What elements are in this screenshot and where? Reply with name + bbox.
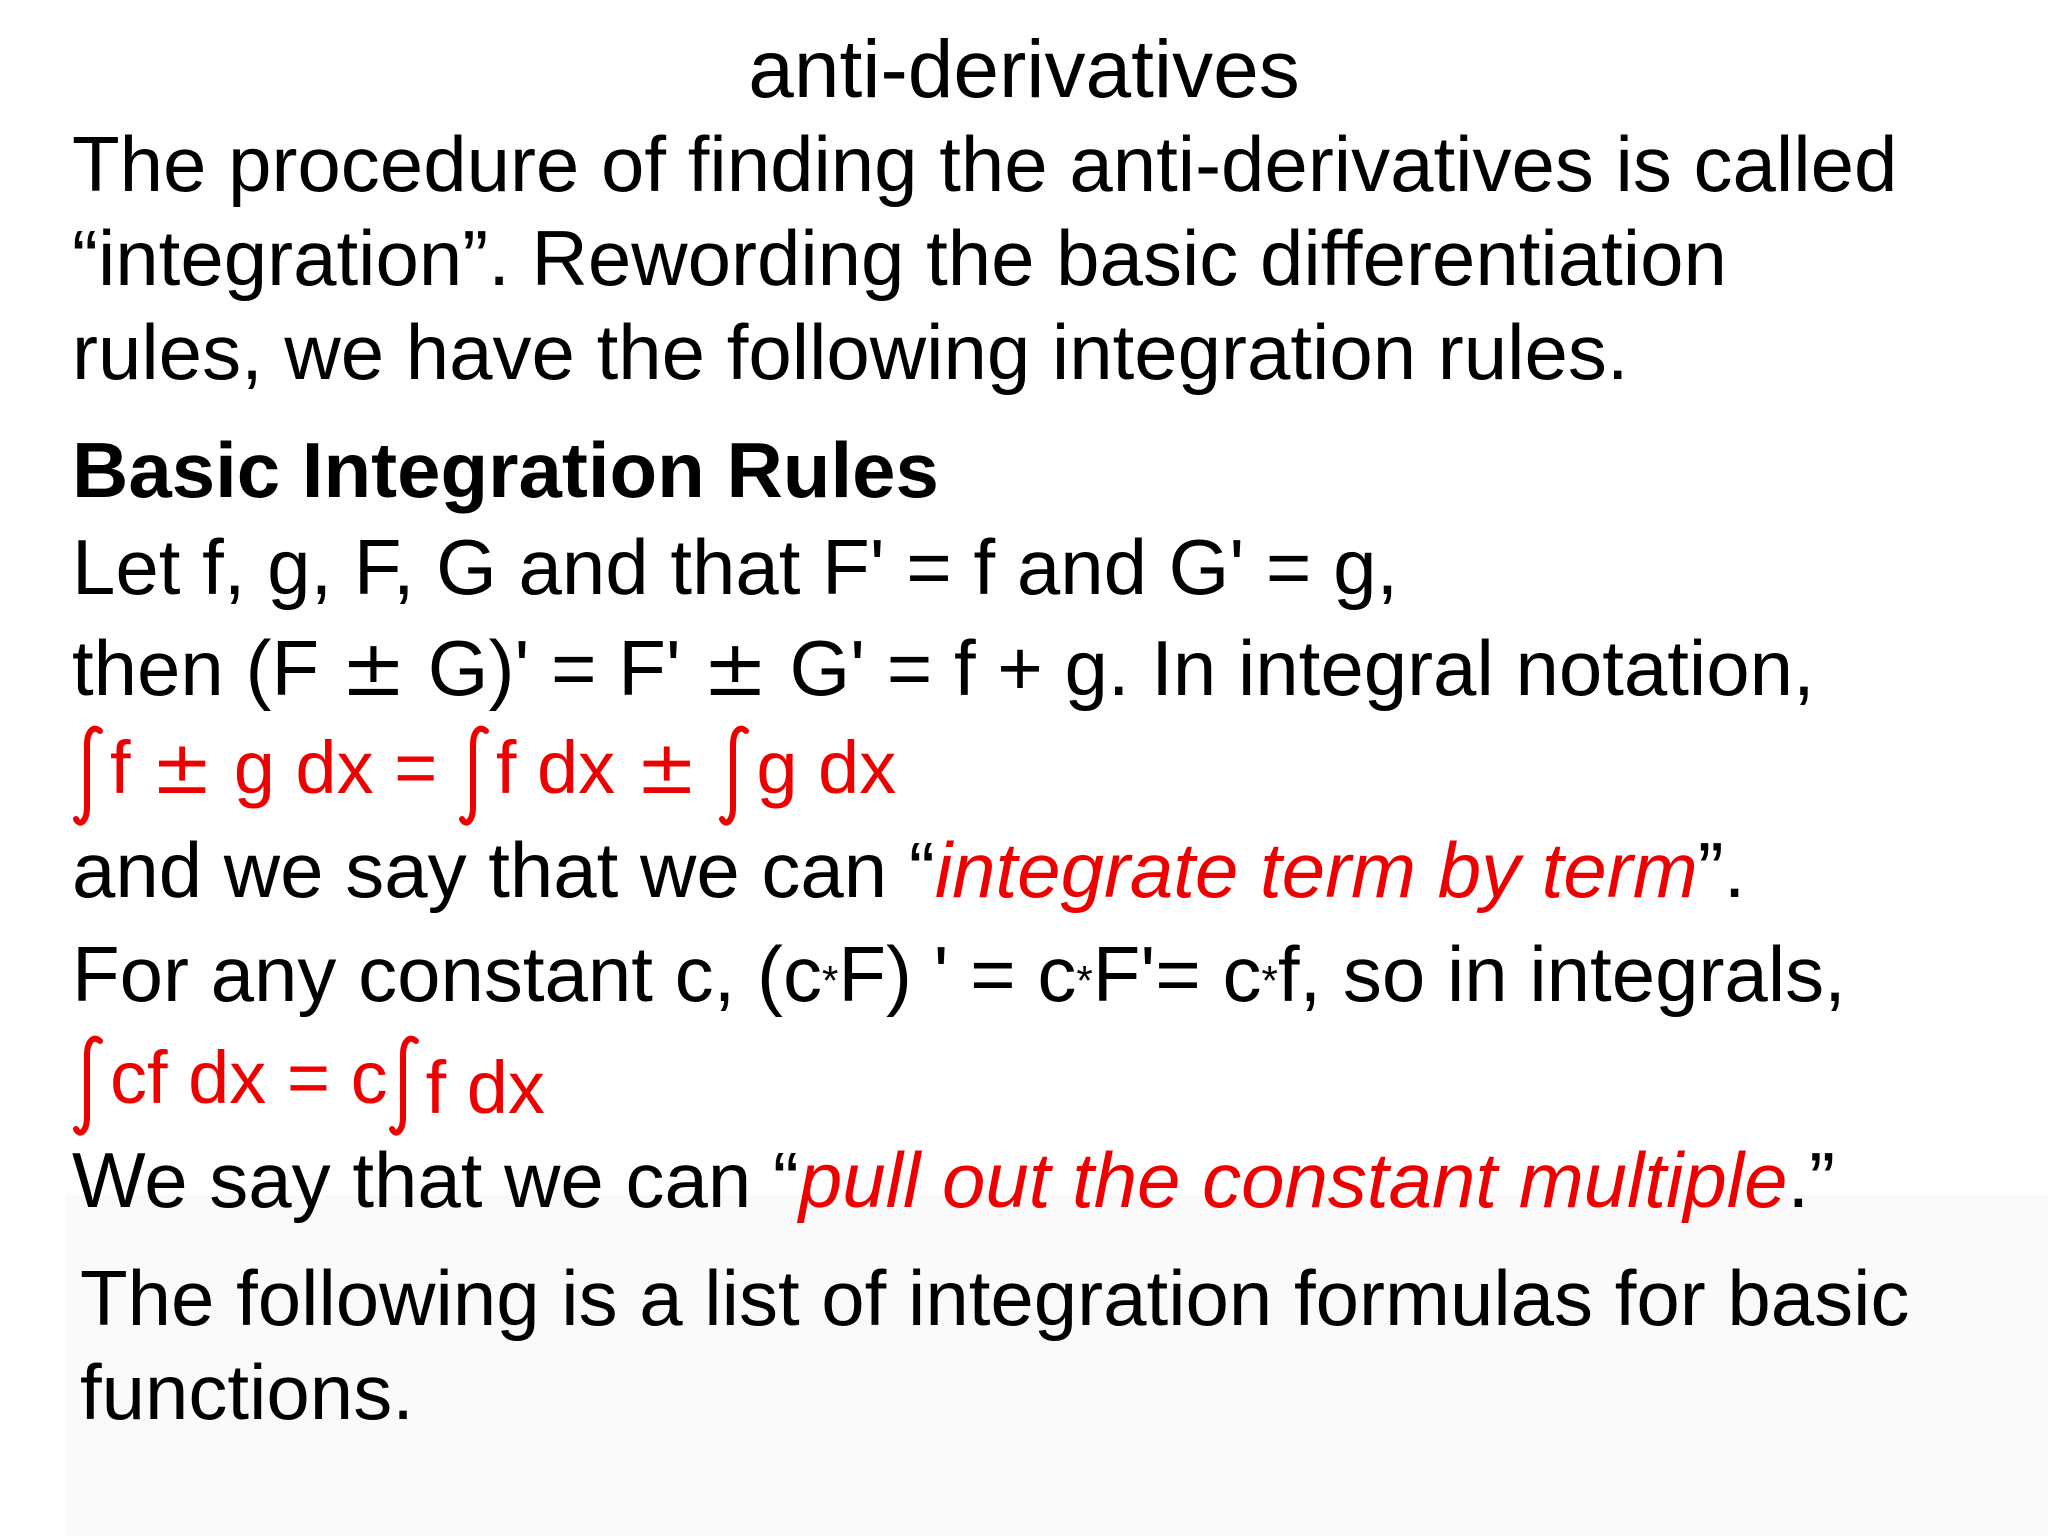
integral-sign-icon	[388, 1033, 422, 1137]
let-statement: Let f, g, F, G and that F' = f and G' = g,	[72, 523, 1399, 611]
closing-line-2: functions.	[80, 1348, 414, 1436]
plus-minus-symbol: ±	[635, 725, 698, 811]
constant-part-4: f, so in integrals,	[1277, 930, 1846, 1018]
then-part-1: then (F	[72, 624, 341, 712]
sum-term-2: g dx =	[213, 726, 458, 809]
term-by-term-emphasis: integrate term by term	[934, 826, 1698, 914]
multiply-star: *	[821, 957, 839, 1004]
multiply-star: *	[1261, 957, 1278, 1004]
pull-out-statement	[72, 1132, 1835, 1228]
page-title: anti-derivatives	[748, 24, 1300, 115]
intro-line-3: rules, we have the following integration rules.	[72, 308, 1629, 396]
closing-line-1: The following is a list of integration formulas for basic	[80, 1254, 1910, 1342]
constant-part-2: F) ' = c	[838, 930, 1077, 1018]
term-by-term-statement	[72, 822, 1745, 918]
term-by-term-prefix: and we say that we can “	[72, 826, 935, 914]
section-heading: Basic Integration Rules	[72, 426, 939, 514]
integral-sign-icon	[458, 723, 492, 827]
pull-out-suffix: .”	[1787, 1136, 1836, 1224]
intro-line-2: “integration”. Rewording the basic differentiation	[72, 214, 1727, 302]
plus-minus-symbol: ±	[340, 624, 407, 714]
plus-minus-symbol: ±	[151, 725, 214, 811]
multiply-star: *	[1076, 957, 1093, 1004]
sum-term-3: f dx	[495, 726, 636, 809]
sum-rule-formula	[72, 720, 896, 827]
then-statement	[72, 620, 1815, 717]
constant-rule-formula	[72, 1030, 545, 1137]
plus-minus-symbol: ±	[702, 624, 768, 714]
integral-sign-icon	[72, 723, 106, 827]
intro-line-1: The procedure of finding the anti-derivatives is called	[72, 120, 1898, 208]
sum-term-1: f	[110, 726, 152, 809]
sum-term-5: g dx	[756, 726, 897, 809]
constant-rule-rhs: f dx	[425, 1046, 545, 1129]
then-part-2: G)' = F'	[406, 624, 703, 712]
constant-part-3: F'= c	[1092, 930, 1262, 1018]
sum-term-4	[698, 726, 719, 809]
constant-rule-lhs: cf dx = c	[110, 1036, 388, 1119]
constant-part-1: For any constant c, (c	[72, 930, 822, 1018]
pull-out-emphasis: pull out the constant multiple	[798, 1136, 1788, 1224]
pull-out-prefix: We say that we can “	[72, 1136, 799, 1224]
then-part-3: G' = f + g. In integral notation,	[767, 624, 1815, 712]
integral-sign-icon	[72, 1033, 106, 1137]
term-by-term-suffix: ”.	[1697, 826, 1746, 914]
constant-statement	[72, 926, 1846, 1029]
integral-sign-icon	[718, 723, 752, 827]
